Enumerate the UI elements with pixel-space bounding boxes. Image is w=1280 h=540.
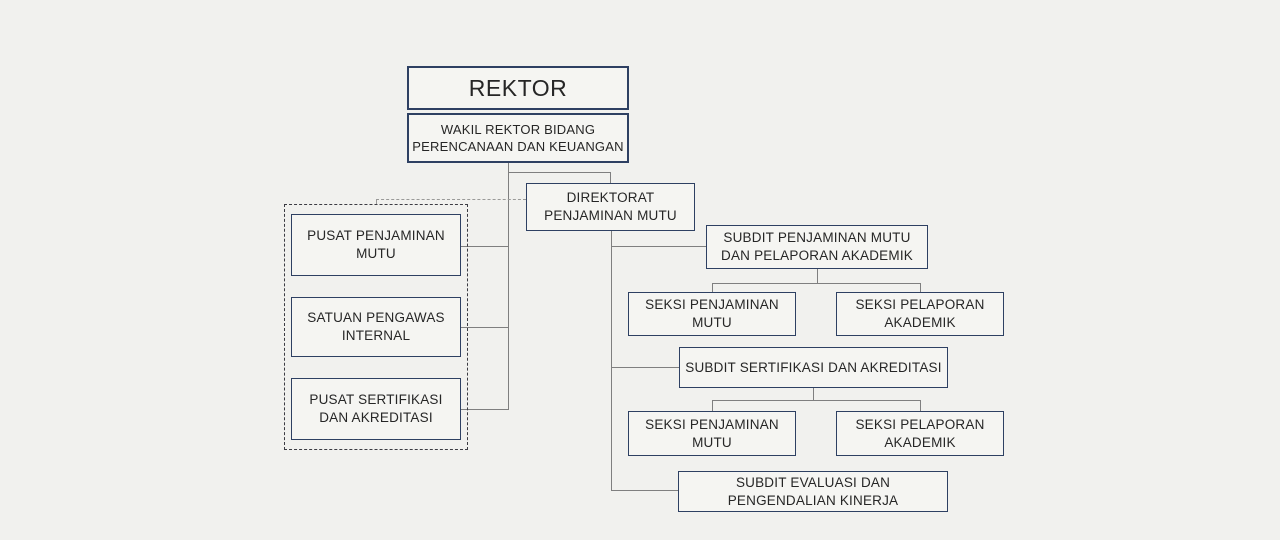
connector-split2-stem: [813, 388, 814, 400]
connector-split1-stem: [817, 269, 818, 283]
node-subdit-penjaminan-mutu: [706, 225, 928, 269]
connector-split1-bar: [712, 283, 920, 284]
node-label-line: SUBDIT PENJAMINAN MUTU: [723, 230, 911, 246]
node-label-line: SEKSI PENJAMINAN: [645, 416, 779, 432]
node-pusat-sertifikasi-akreditasi: [291, 378, 461, 440]
connector-left-trunk: [508, 163, 509, 410]
node-label-line: PUSAT PENJAMINAN: [307, 228, 445, 244]
node-label-line: PENJAMINAN MUTU: [544, 208, 677, 223]
node-label-line: SEKSI PELAPORAN: [855, 416, 985, 432]
node-label-line: SEKSI PENJAMINAN: [645, 297, 779, 313]
connector-subdit-2: [611, 367, 679, 368]
node-label-line: SUBDIT EVALUASI DAN: [735, 474, 891, 490]
node-label-line: MUTU: [356, 246, 396, 261]
node-seksi-pelaporan-akademik-1: [836, 292, 1004, 336]
node-label-line: DAN PELAPORAN AKADEMIK: [721, 248, 913, 263]
connector-pusat-penjaminan: [461, 246, 508, 247]
node-label-line: SATUAN PENGAWAS: [307, 310, 445, 326]
node-wakil-rektor: [407, 113, 629, 163]
node-label-line: SUBDIT SERTIFIKASI DAN AKREDITASI: [685, 359, 942, 375]
node-seksi-penjaminan-mutu-1: [628, 292, 796, 336]
connector-split2-left: [712, 400, 713, 411]
connector-to-direktorat-h: [508, 172, 611, 173]
connector-direktorat-trunk: [611, 231, 612, 490]
connector-pusat-sertifikasi: [461, 409, 508, 410]
node-label-line: PENGENDALIAN KINERJA: [727, 492, 899, 508]
node-seksi-penjaminan-mutu-2: [628, 411, 796, 456]
connector-split2-bar: [712, 400, 920, 401]
connector-split2-right: [920, 400, 921, 411]
node-satuan-pengawas-internal: [291, 297, 461, 357]
connector-subdit-1: [611, 246, 706, 247]
node-label-line: SEKSI PELAPORAN: [855, 297, 985, 313]
node-label-line: REKTOR: [468, 74, 568, 101]
node-label-line: MUTU: [692, 315, 732, 330]
node-label-line: INTERNAL: [341, 328, 411, 343]
connector-split1-left: [712, 283, 713, 292]
node-label-line: MUTU: [692, 434, 732, 450]
connector-split1-right: [920, 283, 921, 292]
node-subdit-evaluasi: [678, 471, 948, 512]
node-label-line: DAN AKREDITASI: [319, 410, 433, 425]
node-label-line: AKADEMIK: [884, 315, 956, 330]
node-direktorat-penjaminan-mutu: [526, 183, 695, 231]
node-label-line: PUSAT SERTIFIKASI: [309, 392, 443, 408]
node-subdit-sertifikasi-akreditasi: [679, 347, 948, 388]
node-rektor: [407, 66, 629, 110]
node-pusat-penjaminan-mutu: [291, 214, 461, 276]
dotted-connector-h: [376, 199, 526, 200]
node-label-line: AKADEMIK: [884, 434, 956, 450]
connector-subdit-3: [611, 490, 678, 491]
connector-satuan-pengawas: [461, 327, 508, 328]
node-seksi-pelaporan-akademik-2: [836, 411, 1004, 456]
node-label-line: DIREKTORAT: [566, 190, 655, 206]
connector-to-direktorat-v: [610, 172, 611, 183]
node-label-line: PERENCANAAN DAN KEUANGAN: [412, 139, 624, 154]
node-label-line: WAKIL REKTOR BIDANG: [440, 121, 596, 137]
